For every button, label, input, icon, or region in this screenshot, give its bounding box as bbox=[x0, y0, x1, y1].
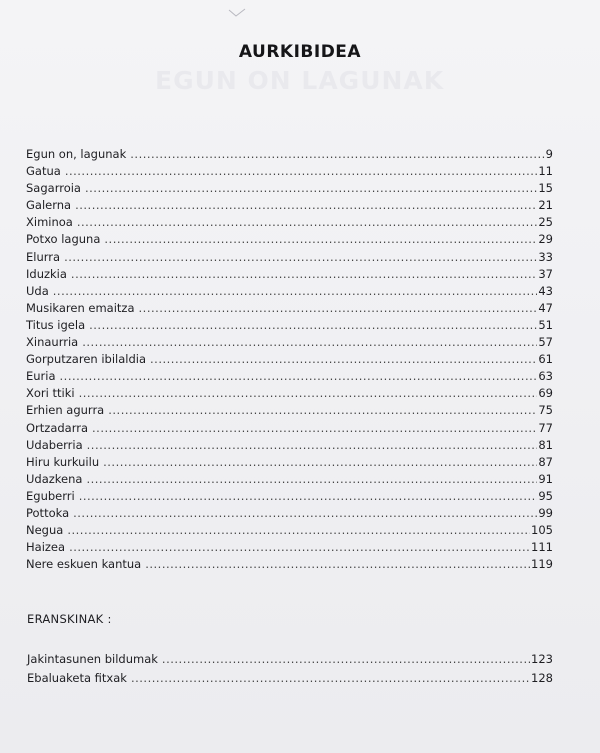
toc-entry-page-number: 63 bbox=[538, 369, 553, 384]
dot-leader bbox=[162, 650, 530, 669]
toc-entry-page-number: 81 bbox=[538, 437, 553, 452]
toc-entry-page-number: 75 bbox=[538, 403, 553, 418]
dot-leader bbox=[69, 539, 530, 556]
dot-leader bbox=[85, 180, 537, 197]
toc-entry-title: Musikaren emaitza bbox=[26, 300, 135, 315]
dot-leader bbox=[130, 146, 544, 163]
toc-entry-page-number: 123 bbox=[531, 652, 553, 666]
toc-entry bbox=[26, 454, 553, 471]
toc-entry bbox=[26, 180, 553, 197]
toc-entry-page-number: 69 bbox=[538, 386, 553, 401]
toc-entry bbox=[26, 146, 553, 163]
dot-leader bbox=[79, 488, 538, 505]
toc-entry-title: Ebaluaketa fitxak bbox=[27, 670, 127, 685]
toc-entry-title: Galerna bbox=[26, 198, 72, 213]
toc-entry bbox=[26, 249, 553, 266]
toc-entry-title: Hiru kurkuilu bbox=[26, 454, 100, 469]
toc-entry-page-number: 47 bbox=[538, 300, 553, 315]
page-title: AURKIBIDEA bbox=[238, 42, 362, 62]
table-of-contents bbox=[26, 146, 553, 573]
toc-entry-page-number: 29 bbox=[538, 232, 553, 247]
toc-entry-page-number: 128 bbox=[531, 670, 553, 685]
dot-leader bbox=[60, 368, 538, 385]
toc-entry-title: Uda bbox=[26, 283, 49, 298]
toc-entry-page-number: 105 bbox=[531, 523, 553, 538]
dot-leader bbox=[53, 283, 538, 300]
toc-entry-page-number: 57 bbox=[538, 335, 553, 350]
toc-entry bbox=[27, 650, 553, 669]
pencil-tick-mark bbox=[228, 8, 246, 18]
dot-leader bbox=[108, 402, 537, 419]
dot-leader bbox=[79, 385, 538, 402]
toc-entry-title: Negua bbox=[26, 523, 64, 538]
dot-leader bbox=[71, 266, 537, 283]
toc-entry bbox=[26, 505, 553, 522]
toc-entry-page-number: 43 bbox=[538, 283, 553, 298]
toc-entry bbox=[26, 300, 553, 317]
toc-entry-page-number: 91 bbox=[538, 471, 553, 486]
toc-entry-page-number: 99 bbox=[538, 505, 553, 520]
dot-leader bbox=[131, 669, 530, 688]
toc-entry-title: Iduzkia bbox=[26, 266, 67, 281]
toc-entry-title: Titus igela bbox=[26, 317, 86, 332]
toc-entry bbox=[26, 231, 553, 248]
dot-leader bbox=[86, 471, 537, 488]
toc-entry-title: Egun on, lagunak bbox=[26, 147, 127, 161]
dot-leader bbox=[73, 505, 537, 522]
toc-entry-page-number: 87 bbox=[538, 454, 553, 469]
appendix-list bbox=[27, 650, 553, 687]
dot-leader bbox=[150, 351, 537, 368]
toc-entry-page-number: 25 bbox=[538, 215, 553, 230]
appendix-heading: ERANSKINAK : bbox=[27, 612, 112, 626]
toc-entry-page-number: 11 bbox=[538, 164, 553, 179]
toc-entry bbox=[26, 522, 553, 539]
toc-entry-page-number: 51 bbox=[538, 317, 553, 332]
show-through-text: EGUN ON LAGUNAK bbox=[155, 66, 445, 95]
toc-entry-title: Elurra bbox=[26, 249, 61, 264]
toc-entry bbox=[27, 669, 553, 688]
dot-leader bbox=[77, 214, 538, 231]
dot-leader bbox=[82, 334, 537, 351]
toc-entry bbox=[26, 385, 553, 402]
dot-leader bbox=[139, 300, 538, 317]
toc-entry-page-number: 77 bbox=[538, 420, 553, 435]
toc-entry bbox=[26, 437, 553, 454]
toc-entry-title: Udazkena bbox=[26, 471, 83, 486]
dot-leader bbox=[104, 231, 537, 248]
dot-leader bbox=[92, 420, 537, 437]
toc-entry bbox=[26, 163, 553, 180]
dot-leader bbox=[89, 317, 537, 334]
toc-entry-page-number: 15 bbox=[538, 181, 553, 196]
toc-entry bbox=[26, 283, 553, 300]
toc-entry bbox=[26, 471, 553, 488]
toc-entry-title: Jakintasunen bildumak bbox=[27, 652, 158, 666]
dot-leader bbox=[75, 197, 537, 214]
dot-leader bbox=[87, 437, 538, 454]
toc-entry bbox=[26, 556, 553, 573]
toc-entry-page-number: 33 bbox=[538, 249, 553, 264]
toc-entry bbox=[26, 351, 553, 368]
toc-entry-title: Xinaurria bbox=[26, 335, 79, 350]
toc-entry-title: Gorputzaren ibilaldia bbox=[26, 352, 147, 367]
toc-entry-page-number: 9 bbox=[545, 147, 553, 161]
toc-entry-page-number: 111 bbox=[531, 540, 553, 555]
dot-leader bbox=[67, 522, 530, 539]
toc-entry-title: Haizea bbox=[26, 540, 66, 555]
toc-entry-title: Euria bbox=[26, 369, 56, 384]
toc-entry-title: Gatua bbox=[26, 164, 61, 179]
toc-entry-page-number: 95 bbox=[538, 488, 553, 503]
dot-leader bbox=[65, 163, 538, 180]
toc-entry-title: Sagarroia bbox=[26, 181, 81, 196]
toc-entry bbox=[26, 402, 553, 419]
toc-entry-title: Xori ttiki bbox=[26, 386, 75, 401]
toc-entry-title: Erhien agurra bbox=[26, 403, 105, 418]
toc-entry bbox=[26, 368, 553, 385]
toc-entry-page-number: 21 bbox=[538, 198, 553, 213]
toc-entry-title: Potxo laguna bbox=[26, 232, 101, 247]
toc-entry bbox=[26, 214, 553, 231]
toc-entry bbox=[26, 334, 553, 351]
dot-leader bbox=[64, 249, 537, 266]
toc-entry bbox=[26, 420, 553, 437]
toc-entry bbox=[26, 317, 553, 334]
dot-leader bbox=[145, 556, 530, 573]
toc-entry bbox=[26, 488, 553, 505]
toc-entry bbox=[26, 197, 553, 214]
toc-entry-title: Ortzadarra bbox=[26, 420, 89, 435]
toc-entry bbox=[26, 266, 553, 283]
toc-entry-page-number: 119 bbox=[531, 557, 553, 572]
toc-entry-title: Udaberria bbox=[26, 437, 83, 452]
toc-entry-page-number: 61 bbox=[538, 352, 553, 367]
toc-entry-title: Ximinoa bbox=[26, 215, 73, 230]
toc-entry-page-number: 37 bbox=[538, 266, 553, 281]
toc-entry-title: Eguberri bbox=[26, 488, 75, 503]
toc-entry-title: Pottoka bbox=[26, 505, 70, 520]
dot-leader bbox=[103, 454, 537, 471]
toc-entry-title: Nere eskuen kantua bbox=[26, 557, 142, 572]
toc-entry bbox=[26, 539, 553, 556]
